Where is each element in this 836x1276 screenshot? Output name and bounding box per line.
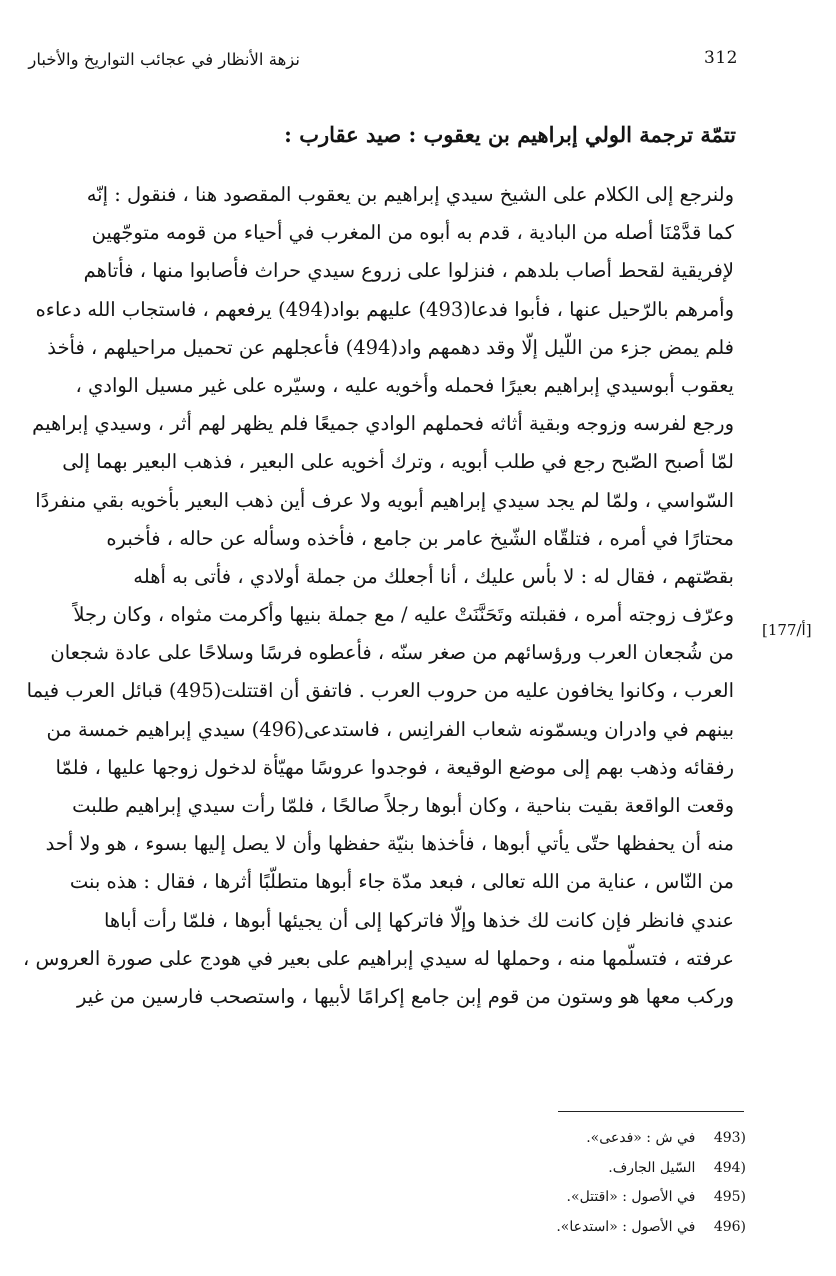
body-line: من النّاس ، عناية من الله تعالى ، فبعد مدّة جاء أبوها متطلّبًا أثرها ، فقال : هذه بنت <box>69 870 734 894</box>
body-line: ورجع لفرسه وزوجه وبقية أثاثه فحملهم الوادي جميعًا فلم يظهر لهم أثر ، وسيدي إبراهيم <box>32 412 734 436</box>
body-line: ولنرجع إلى الكلام على الشيخ سيدي إبراهيم بن يعقوب المقصود هنا ، فنقول : إنّه <box>86 183 734 206</box>
body-text <box>6 176 734 1016</box>
footnote-number: 495) <box>713 1189 746 1205</box>
footnote-divider <box>558 1111 744 1112</box>
body-line: عرفته ، فتسلّمها منه ، وحملها له سيدي إبراهيم على بعير في هودج على صورة العروس ، <box>23 946 734 970</box>
footnote-number: 494) <box>713 1159 746 1176</box>
running-title: نزهة الأنظار في عجائب التواريخ والأخبار <box>28 50 300 69</box>
footnote-text: في الأصول : «اقتتل». <box>566 1189 696 1205</box>
body-line: يعقوب أبوسيدي إبراهيم بعيرًا فحمله وأخويه عليه ، وسيّره على غير مسيل الوادي ، <box>75 373 734 397</box>
footnote-text: السّيل الجارف. <box>608 1159 696 1176</box>
body-line: لإفريقية لقحط أصاب بلدهم ، فنزلوا على زروع سيدي حراث فأصابوا منها ، فأتاهم <box>83 259 734 283</box>
footnote-text: في ش : «فدعى». <box>586 1130 696 1146</box>
footnote-494 <box>346 1154 746 1184</box>
page-number: 312 <box>704 48 738 68</box>
footnote-number: 496) <box>713 1218 746 1235</box>
body-line: وقعت الواقعة بقيت بناحية ، وكان أبوها رجلاً صالحًا ، فلمّا رأت سيدي إبراهيم طلبت <box>72 794 734 817</box>
body-line: كما قدَّمْنَا أصله من البادية ، قدم به أبوه من المغرب في أحياء من قومه متوجّهين <box>91 221 734 245</box>
footnote-496 <box>346 1213 746 1243</box>
section-heading: تتمّة ترجمة الولي إبراهيم بن يعقوب : صيد عقارب : <box>284 122 736 147</box>
footnote-text: في الأصول : «استدعا». <box>556 1218 696 1235</box>
footnotes <box>346 1124 746 1242</box>
body-line: فلم يمض جزء من اللّيل إلّا وقد دهمهم واد(494) فأعجلهم عن تحميل مراحيلهم ، فأخذ <box>47 335 734 359</box>
footnote-493 <box>346 1124 746 1154</box>
body-line: وركب معها هو وستون من قوم إبن جامع إكرامًا لأبيها ، واستصحب فارسين من غير <box>77 984 734 1008</box>
body-line: عندي فانظر فإن كانت لك خذها وإلّا فاتركها إلى أن يجيئها أبوها ، فلمّا رأت أباها <box>103 908 734 932</box>
footnote-number: 493) <box>713 1130 746 1146</box>
body-line: رفقائه وذهب بهم إلى موضع الوقيعة ، فوجدوا عروسًا مهيّأة لدخول زوجها عليها ، فلمّا <box>55 755 734 779</box>
footnote-495 <box>346 1183 746 1213</box>
manuscript-folio-marker: [177/أ] <box>762 621 812 639</box>
body-line: لمّا أصبح الصّبح رجع في طلب أبويه ، وترك أخويه على البعير ، فذهب البعير بهما إلى <box>62 450 734 474</box>
body-line: بقصّتهم ، فقال له : لا بأس عليك ، أنا أجعلك من جملة أولادي ، فأتى به أهله <box>133 564 734 588</box>
body-line: من شُجعان العرب ورؤسائهم من صغر سنّه ، فأعطوه فرسًا وسلاحًا على عادة شجعان <box>50 641 734 665</box>
body-line: العرب ، وكانوا يخافون عليه من حروب العرب . فاتفق أن اقتتلت(495) قبائل العرب فيما <box>26 679 734 703</box>
body-line: بينهم في وادران ويسمّونه شعاب الفرانِس ، فاستدعى(496) سيدي إبراهيم خمسة من <box>46 717 734 741</box>
body-line: السّواسي ، ولمّا لم يجد سيدي إبراهيم أبويه ولا عرف أين ذهب البعير بأخويه بقي منفردًا <box>35 488 734 512</box>
body-line: منه أن يحفظها حتّى يأتي أبوها ، فأخذها بنيّة حفظها وأن لا يصل إليها بسوء ، هو ولا أحد <box>45 832 734 856</box>
body-line: محتارًا في أمره ، فتلقّاه الشّيخ عامر بن جامع ، فأخذه وسأله عن حاله ، فأخبره <box>106 526 734 550</box>
body-line: وعرّف زوجته أمره ، فقبلته وتَحَنَّنَتْ عليه / مع جملة بنيها وأكرمت مثواه ، وكان رجلاً <box>73 603 734 627</box>
body-line: وأمرهم بالرّحيل عنها ، فأبوا فدعا(493) عليهم بواد(494) يرفعهم ، فاستجاب الله دعاءه <box>35 297 734 321</box>
